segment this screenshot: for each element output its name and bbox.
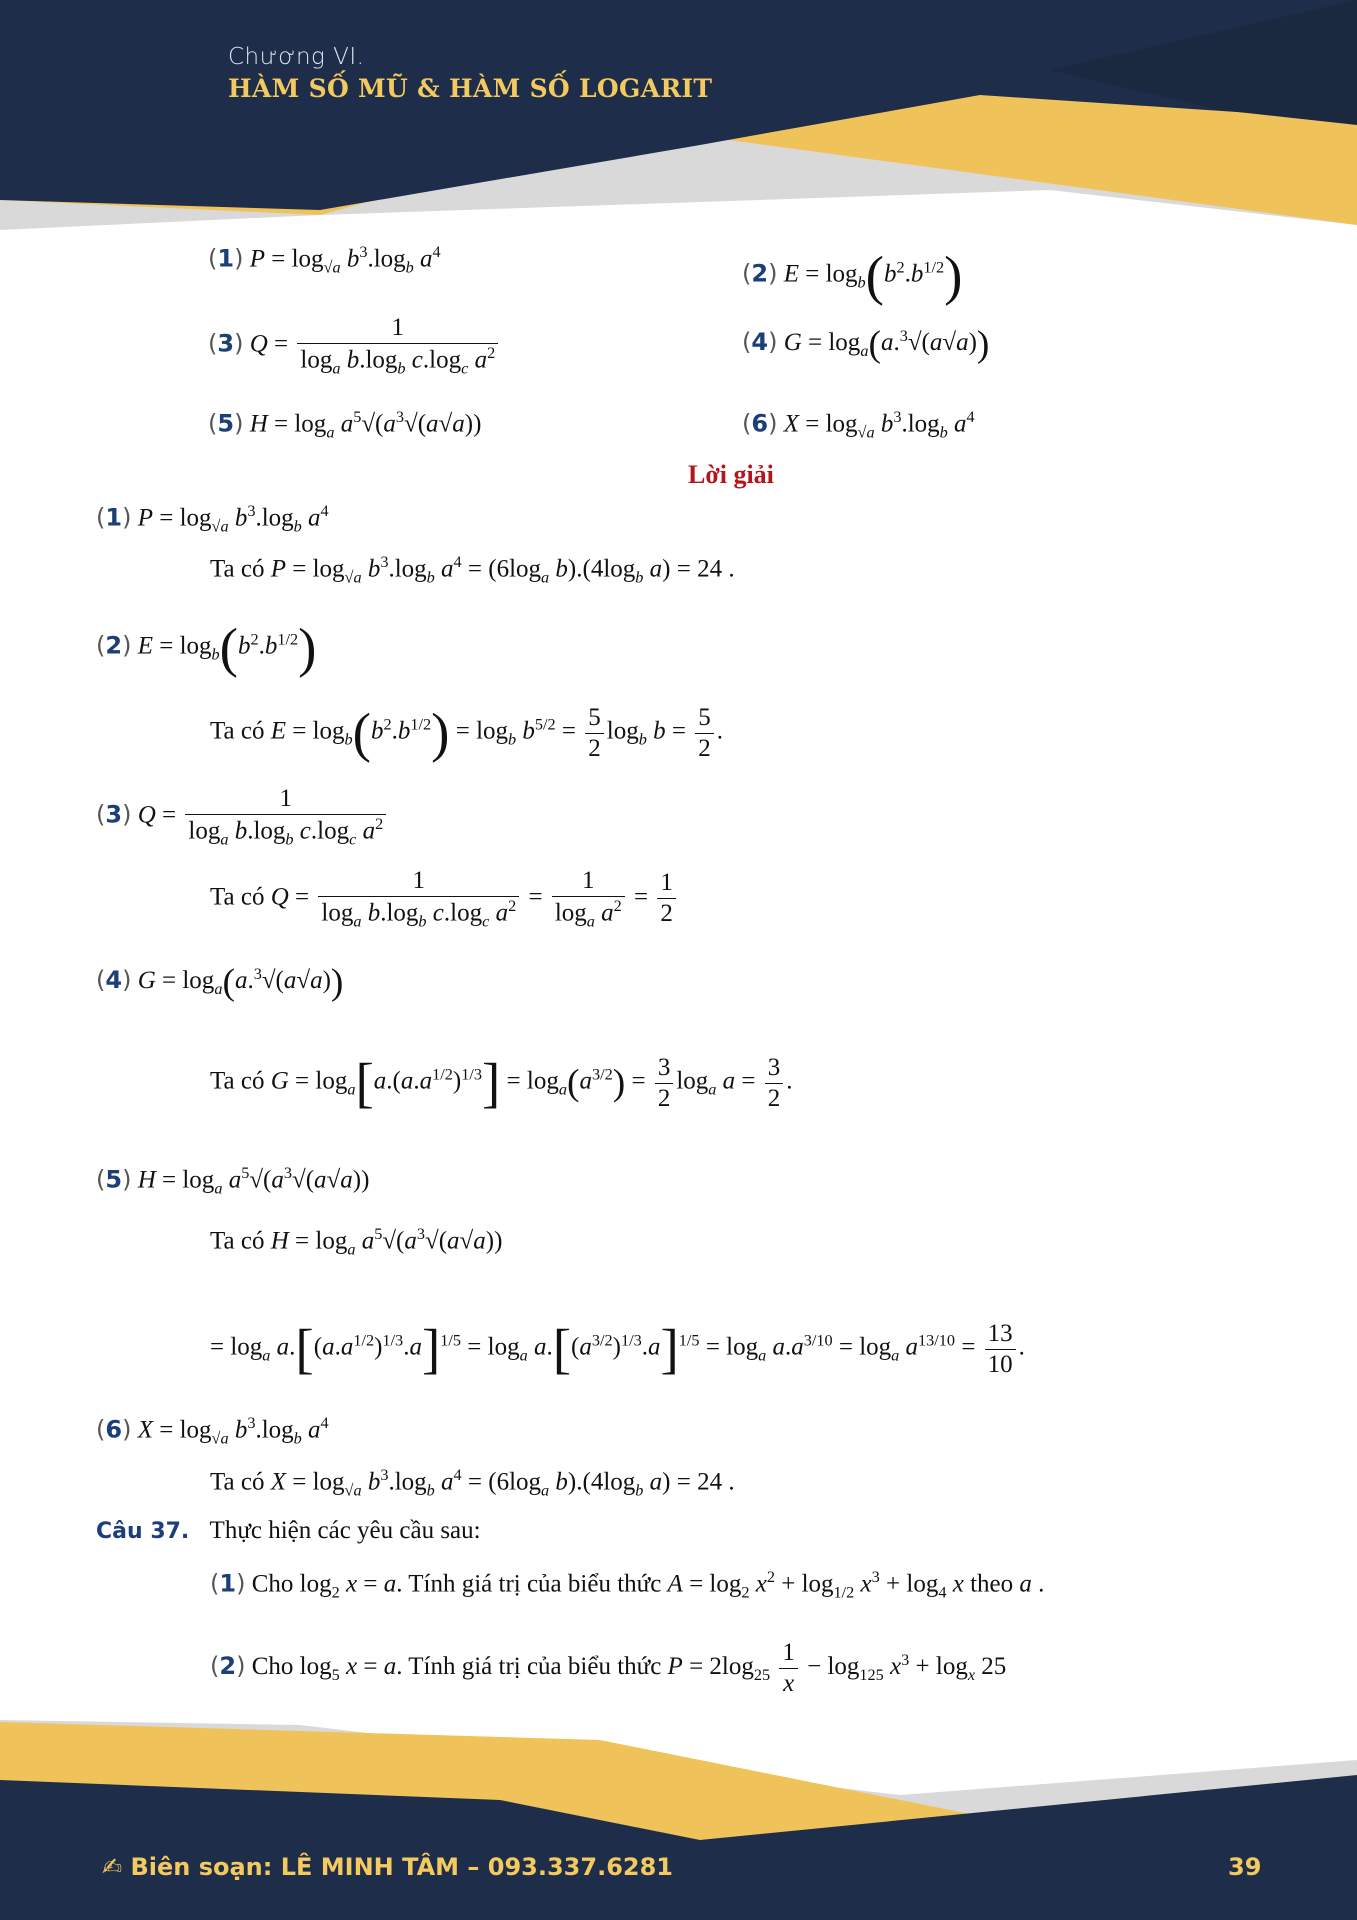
question-label: Câu 37. — [96, 1519, 190, 1544]
solution-3-body: Ta có Q = $\frac{1}{\log_a b.\log_b c.\log_c a^2}$ = $\frac{1}{\log_a a^2}$ = $\frac{1}{2}$ — [210, 866, 679, 932]
solution-1-head: (1) $P = \log_{√a} b^3.\log_b$ $a^4$ — [96, 502, 329, 536]
solution-6-body: Ta có $X = \log_{√a} b^3.\log_b$ $a^4 = (6\log_a$ $b).(4\log_b$ a) = 24 . — [210, 1466, 735, 1500]
footer-author: ✍ Biên soạn: LÊ MINH TÂM – 093.337.6281 — [102, 1853, 673, 1881]
question-37 — [96, 1516, 481, 1546]
chapter-label: Chương VI. — [228, 44, 365, 70]
solution-3-head: (3) Q = $\frac{1}{\log_a b.\log_b c.\log_c a^2}$ — [96, 784, 389, 850]
chapter-header — [228, 44, 712, 103]
solution-2-body: Ta có $E = \log_b(b^2.b^{1/2}) = \log_b b^{5/2}$ = $\frac{5}{2}$ $\log_b b$ = $\frac{5}{2}$ . — [210, 702, 723, 763]
problem-6: (6) $X = \log_{√a} b^3.\log_b$ $a^4$ — [742, 408, 975, 442]
page-number: 39 — [1228, 1853, 1262, 1881]
question-37-item-2: (2) Cho $\log_5 x = a$. Tính giá trị của biểu thức $P = 2\log_{25}$ $\frac{1}{x}$ − $\log_{125} x^3 + \log_x 25$ — [210, 1639, 1007, 1697]
problem-3: (3) Q = $\frac{1}{\log_a b.\log_b c.\log_c a^2}$ — [208, 313, 501, 379]
solution-5-line-1: Ta có $H = \log_a a^5√(a^3√(a√a))$ — [210, 1225, 503, 1259]
solution-1-body: Ta có $P = \log_{√a} b^3.\log_b$ $a^4 = (6\log_a$ $b).(4\log_b$ a) = 24 . — [210, 553, 735, 587]
problem-1: (1) $P = \log_{√a} b^3.\log_b$ $a^4$ — [208, 243, 441, 277]
solution-4-body: Ta có $G = \log_a[a.(a.a^{1/2})^{1/3}] = \log_a(a^{3/2})$ = $\frac{3}{2}$ $\log_a a$ = $\frac{3}{2}$ . — [210, 1052, 793, 1113]
chapter-title: HÀM SỐ MŨ & HÀM SỐ LOGARIT — [228, 74, 713, 103]
question-37-item-1: (1) Cho $\log_2 x = a$. Tính giá trị của biểu thức $A = \log_2 x^2 + \log_{1/2} x^3 + \log_4 x$ theo a . — [210, 1568, 1045, 1602]
problem-2: (2) $E = \log_b(b^2.b^{1/2})$ — [742, 245, 963, 306]
solution-title: Lời giải — [688, 460, 774, 489]
solution-2-head: (2) $E = \log_b(b^2.b^{1/2})$ — [96, 617, 317, 678]
solution-5-head: (5) $H = \log_a a^5√(a^3√(a√a))$ — [96, 1164, 370, 1198]
solution-6-head: (6) $X = \log_{√a} b^3.\log_b$ $a^4$ — [96, 1414, 329, 1448]
problem-5: (5) $H = \log_a a^5√(a^3√(a√a))$ — [208, 408, 482, 442]
solution-4-head: (4) $G = \log_a(a.^3√(a√a))$ — [96, 962, 344, 1003]
problem-4: (4) $G = \log_a(a.^3√(a√a))$ — [742, 324, 990, 365]
question-text: Thực hiện các yêu cầu sau: — [209, 1517, 481, 1544]
solution-5-line-2: = $\log_a a.[(a.a^{1/2})^{1/3}.a]^{1/5} = \log_a a.[(a^{3/2})^{1/3}.a]^{1/5} = \log_a a.a^{3/10} = \log_a a^{13/10}$ = $\frac{13}{10}$ . — [210, 1318, 1025, 1379]
